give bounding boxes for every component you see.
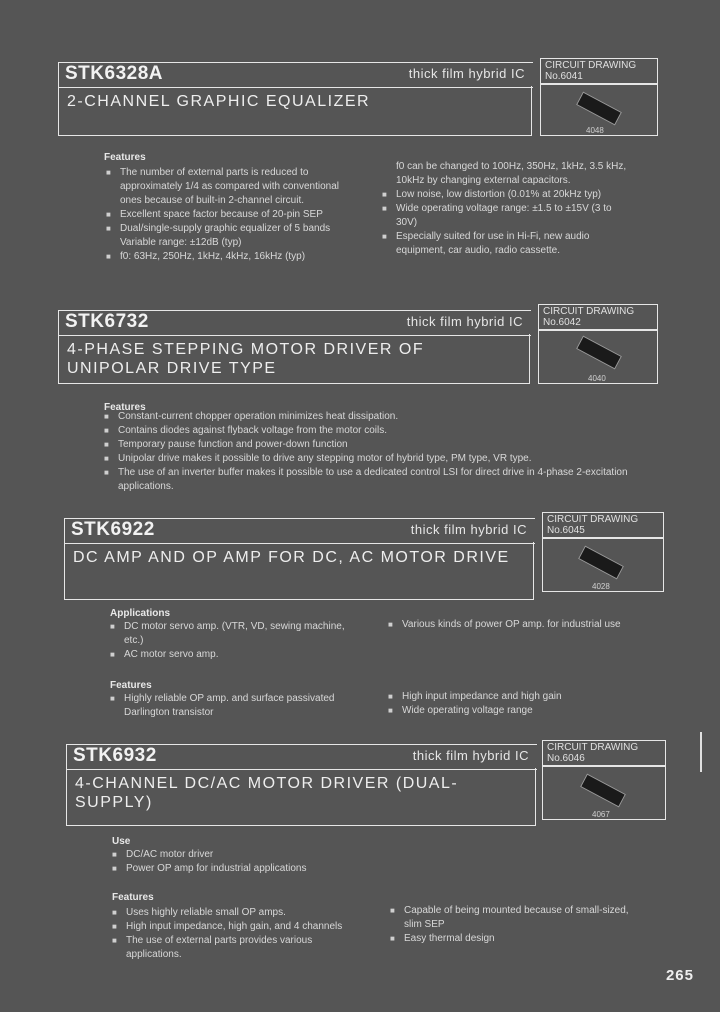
stk6922-circuit-drawing-label: CIRCUIT DRAWING No.6045 [542,512,664,538]
list-item: ■ Capable of being mounted because of small-sized, slim SEP [390,904,636,932]
list-item: ■ High input impedance and high gain [388,690,638,704]
list-item-continued: f0 can be changed to 100Hz, 350Hz, 1kHz, 3.5 kHz, 10kHz by changing external capacitors. [396,161,627,186]
stk6922-package-code: 4028 [592,582,610,591]
list-item: ■ Unipolar drive makes it possible to drive any stepping motor of hybrid type, PM type, VR type. [104,452,644,466]
stk6732-features [104,410,644,494]
stk6732-circuit-drawing-label: CIRCUIT DRAWING No.6042 [538,304,658,330]
stk6732-title-row [58,310,531,336]
stk6328a-title-row [58,62,533,88]
list-item: ■ Dual/single-supply graphic equalizer of 5 bands Variable range: ±12dB (typ) [106,222,354,250]
type-label: thick film hybrid IC [412,748,529,763]
stk6328a-features-right [382,160,632,258]
list-item: ■ Power OP amp for industrial applications [112,862,372,876]
stk6922-title-row [64,518,535,544]
stk6932-description: 4-CHANNEL DC/AC MOTOR DRIVER (DUAL-SUPPLY) [66,768,536,826]
stk6922-features-heading: Features [110,680,152,691]
list-item: ■ Uses highly reliable small OP amps. [112,906,366,920]
list-item: ■ Wide operating voltage range: ±1.5 to ±15V (3 to 30V) [382,202,632,230]
type-label: thick film hybrid IC [406,314,523,329]
stk6932-circuit-drawing-label: CIRCUIT DRAWING No.6046 [542,740,666,766]
stk6732-features-heading: Features [104,402,146,413]
list-item: ■ The use of an inverter buffer makes it possible to use a dedicated control LSI for direct drive in 4-phase 2-excitation applications. [104,466,644,494]
list-item: ■ The use of external parts provides various applications. [112,934,366,962]
stk6932-package-code: 4067 [592,810,610,819]
list-item: ■ Highly reliable OP amp. and surface passivated Darlington transistor [110,692,362,720]
stk6922-features-left [110,692,362,720]
package-icon [576,92,622,126]
type-label: thick film hybrid IC [410,522,527,537]
stk6328a-features-left [106,166,354,264]
part-number: STK6932 [73,745,157,766]
part-number: STK6328A [65,63,163,84]
stk6922-applications-left [110,620,360,662]
list-item: ■ The number of external parts is reduced to approximately 1/4 as compared with conventional ones because of built-in 2-channel circuit. [106,166,354,208]
page-number: 265 [665,967,694,984]
stk6328a-package-code: 4048 [586,126,604,135]
list-item: ■ DC motor servo amp. (VTR, VD, sewing machine, etc.) [110,620,360,648]
package-icon [580,774,626,808]
stk6922-description: DC AMP AND OP AMP FOR DC, AC MOTOR DRIVE [64,542,534,600]
list-item: ■ DC/AC motor driver [112,848,372,862]
stk6932-features-heading: Features [112,892,154,903]
stk6922-applications-heading: Applications [110,608,171,619]
stk6932-title-row [66,744,537,770]
list-item: ■ Easy thermal design [390,932,636,946]
type-label: thick film hybrid IC [408,66,525,81]
list-item: ■ Constant-current chopper operation minimizes heat dissipation. [104,410,644,424]
stk6328a-features-heading: Features [104,152,146,163]
list-item: ■ AC motor servo amp. [110,648,360,662]
list-item: ■ Especially suited for use in Hi-Fi, new audio equipment, car audio, radio cassette. [382,230,632,258]
list-item: ■ Contains diodes against flyback voltage from the motor coils. [104,424,644,438]
list-item: ■ Excellent space factor because of 20-pin SEP [106,208,354,222]
list-item: ■ f0: 63Hz, 250Hz, 1kHz, 4kHz, 16kHz (typ) [106,250,354,264]
stk6932-use-heading: Use [112,836,131,847]
list-item: ■ Various kinds of power OP amp. for industrial use [388,618,638,632]
stk6932-features-left [112,906,366,962]
list-item: ■ High input impedance, high gain, and 4 channels [112,920,366,934]
stk6328a-circuit-drawing-label: CIRCUIT DRAWING No.6041 [540,58,658,84]
stk6932-features-right [390,904,636,946]
stk6932-use [112,848,372,876]
stk6732-description: 4-PHASE STEPPING MOTOR DRIVER OF UNIPOLAR DRIVE TYPE [58,334,530,384]
stk6922-applications-right [388,618,638,632]
part-number: STK6922 [71,519,155,540]
margin-mark [700,732,702,772]
list-item: ■ Low noise, low distortion (0.01% at 20kHz typ) [382,188,632,202]
package-icon [578,546,624,580]
stk6732-package-code: 4040 [588,374,606,383]
stk6922-features-right [388,690,638,718]
part-number: STK6732 [65,311,149,332]
list-item: ■ Wide operating voltage range [388,704,638,718]
list-item: ■ Temporary pause function and power-down function [104,438,644,452]
package-icon [576,336,622,370]
stk6328a-description: 2-CHANNEL GRAPHIC EQUALIZER [58,86,532,136]
